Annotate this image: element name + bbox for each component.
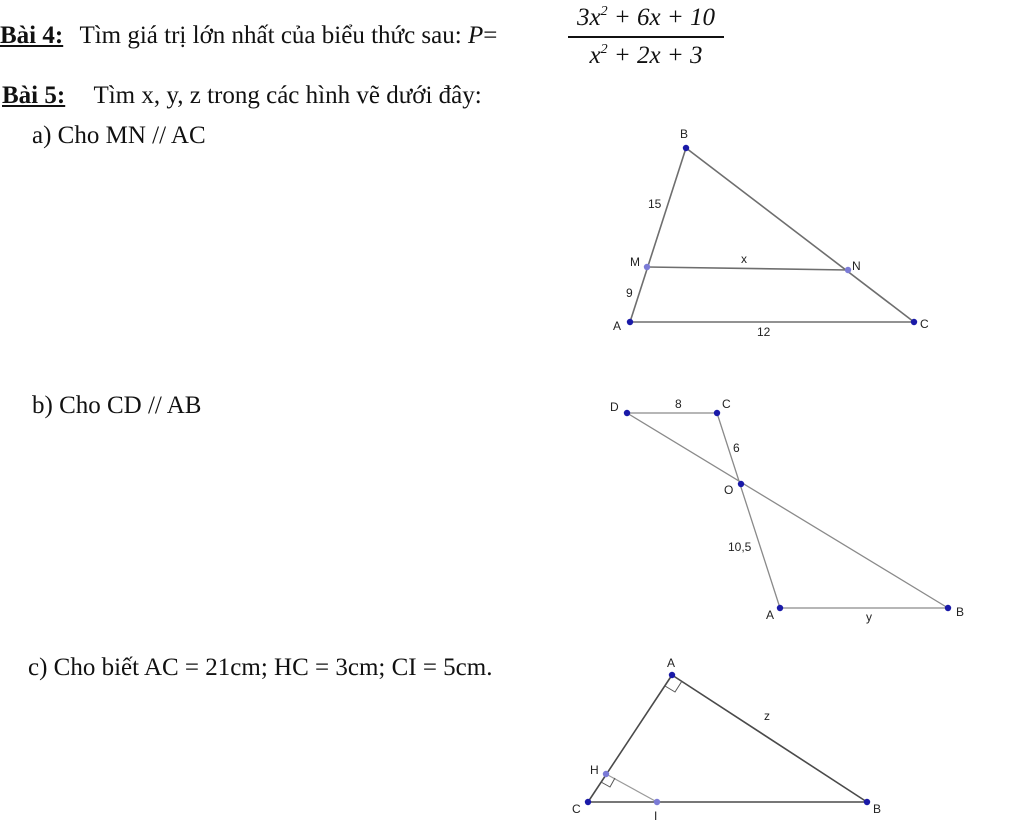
point-N	[845, 267, 851, 273]
segment-AC3	[588, 675, 672, 802]
segment-CA	[717, 413, 780, 608]
label-I: I	[654, 809, 658, 823]
part-a-text: a) Cho MN // AC	[32, 122, 206, 149]
length-z: z	[764, 709, 770, 723]
label-C2: C	[722, 397, 731, 411]
point-A3	[669, 672, 675, 678]
bai5-label: Bài 5:	[2, 82, 66, 109]
segment-BA	[630, 148, 686, 322]
label-M: M	[630, 255, 640, 269]
label-D: D	[610, 400, 619, 414]
point-A2	[777, 605, 783, 611]
length-AB: y	[866, 610, 872, 624]
label-A3: A	[667, 656, 676, 670]
label-A: A	[613, 319, 622, 333]
den-terms-rest: + 2x + 3	[607, 42, 703, 69]
den-exponent: 2	[600, 42, 608, 57]
label-B2: B	[956, 605, 965, 619]
label-C3: C	[572, 802, 581, 816]
figure-c	[588, 675, 867, 802]
length-AC: 12	[757, 325, 771, 339]
label-H: H	[590, 763, 599, 777]
length-MN: x	[741, 252, 747, 266]
point-B	[683, 145, 689, 151]
label-C: C	[920, 317, 929, 331]
segment-DB	[627, 413, 948, 608]
segment-AB3	[672, 675, 867, 802]
figure-a-points	[627, 145, 917, 325]
label-N: N	[852, 259, 861, 273]
segment-MN	[647, 267, 848, 270]
point-C	[911, 319, 917, 325]
point-C2	[714, 410, 720, 416]
point-C3	[585, 799, 591, 805]
point-I	[654, 799, 660, 805]
length-OA: 10,5	[728, 540, 752, 554]
segment-HI	[606, 774, 657, 802]
point-M	[644, 264, 650, 270]
length-MA: 9	[626, 286, 633, 300]
figure-b	[627, 413, 948, 608]
point-D	[624, 410, 630, 416]
den-term-1: x	[589, 42, 601, 69]
point-A	[627, 319, 633, 325]
label-A2: A	[766, 608, 775, 622]
equals-sign: =	[483, 22, 498, 49]
length-CO: 6	[733, 441, 740, 455]
figure-a	[630, 148, 914, 322]
point-H	[603, 771, 609, 777]
point-O	[738, 481, 744, 487]
part-b-text: b) Cho CD // AB	[32, 392, 202, 419]
label-B: B	[680, 127, 689, 141]
bai4-text: Tìm giá trị lớn nhất của biểu thức sau:	[79, 22, 462, 49]
length-BM: 15	[648, 197, 662, 211]
label-B3: B	[873, 802, 882, 816]
point-B3	[864, 799, 870, 805]
part-c-text: c) Cho biết AC = 21cm; HC = 3cm; CI = 5cm.	[28, 654, 493, 681]
point-B2	[945, 605, 951, 611]
num-term-1: 3x	[577, 4, 601, 31]
length-DC: 8	[675, 397, 682, 411]
bai5-text: Tìm x, y, z trong các hình vẽ dưới đây:	[93, 82, 482, 109]
segment-BC	[686, 148, 914, 322]
label-O: O	[724, 483, 734, 497]
bai4-label: Bài 4:	[0, 22, 64, 49]
num-terms-rest: + 6x + 10	[607, 4, 715, 31]
p-variable: P	[467, 22, 484, 49]
num-exponent: 2	[600, 4, 608, 19]
